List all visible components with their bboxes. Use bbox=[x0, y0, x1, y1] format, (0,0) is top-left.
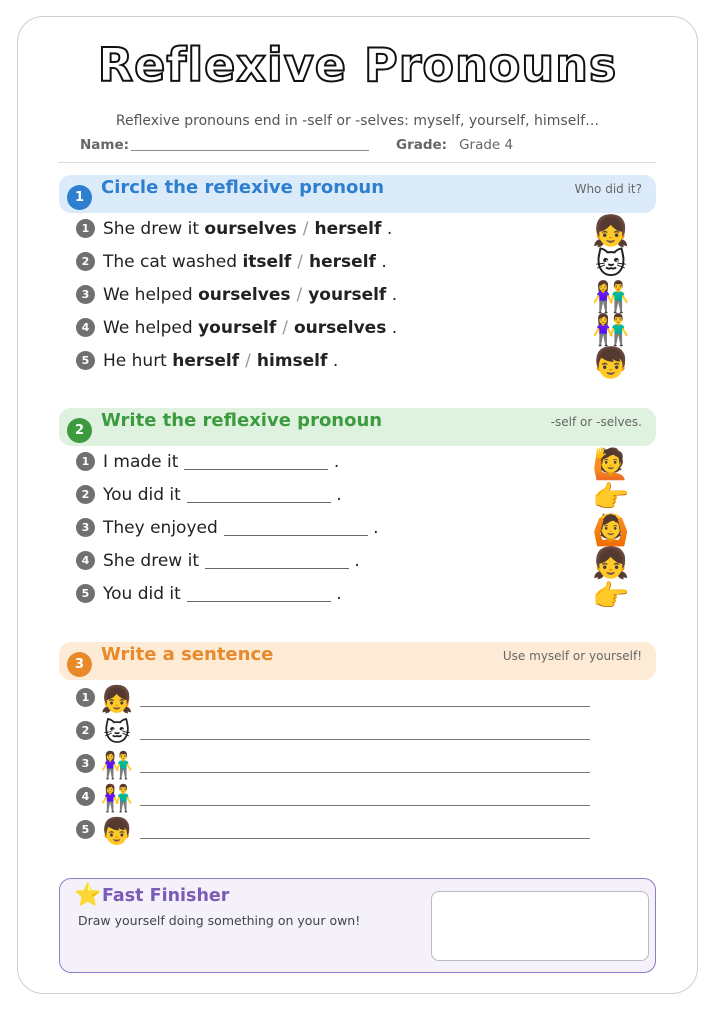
item-end: . bbox=[333, 452, 340, 472]
item-end: . bbox=[336, 584, 342, 604]
picture-icon: 🐱 bbox=[103, 718, 131, 748]
section-2-hint: -self or -selves. bbox=[550, 415, 642, 429]
picture-icon: 🙋 bbox=[592, 447, 630, 482]
fill-item bbox=[76, 518, 379, 546]
section-2-title: Write the reflexive pronoun bbox=[101, 410, 383, 431]
item-text: You did it bbox=[103, 485, 181, 505]
item-end: . bbox=[332, 351, 339, 371]
item-end: . bbox=[336, 485, 342, 505]
section-1-hint: Who did it? bbox=[574, 182, 642, 196]
answer-blank[interactable] bbox=[205, 553, 349, 569]
item-end: . bbox=[354, 551, 360, 571]
item-text: We helped bbox=[103, 318, 193, 338]
item-number: 3 bbox=[76, 518, 95, 537]
fast-finisher-box bbox=[59, 878, 656, 973]
section-1-header bbox=[59, 175, 656, 213]
circle-item bbox=[76, 351, 338, 379]
slash-divider: / bbox=[282, 318, 288, 338]
sentence-line[interactable] bbox=[140, 706, 590, 707]
item-text: I made it bbox=[103, 452, 179, 472]
slash-divider: / bbox=[245, 351, 251, 371]
item-number: 5 bbox=[76, 351, 95, 370]
item-number: 1 bbox=[76, 452, 95, 471]
item-text: They enjoyed bbox=[103, 518, 218, 538]
circle-item bbox=[76, 318, 397, 346]
header-divider bbox=[58, 162, 656, 163]
picture-icon: 👧 bbox=[100, 685, 134, 715]
option-b[interactable]: himself bbox=[256, 351, 328, 371]
picture-icon: 👧 bbox=[592, 546, 630, 581]
item-number: 3 bbox=[76, 754, 95, 773]
star-icon: ⭐ bbox=[74, 883, 102, 908]
item-end: . bbox=[391, 285, 398, 305]
item-text: She drew it bbox=[103, 219, 199, 239]
item-text: We helped bbox=[103, 285, 193, 305]
section-3-number: 3 bbox=[67, 652, 92, 677]
answer-blank[interactable] bbox=[187, 586, 331, 602]
item-number: 2 bbox=[76, 721, 95, 740]
item-number: 5 bbox=[76, 584, 95, 603]
option-a[interactable]: yourself bbox=[198, 318, 277, 338]
sentence-line[interactable] bbox=[140, 739, 590, 740]
answer-blank[interactable] bbox=[184, 454, 328, 470]
name-field[interactable] bbox=[131, 137, 369, 151]
item-text: The cat washed bbox=[103, 252, 238, 272]
item-number: 3 bbox=[76, 285, 95, 304]
section-1-title: Circle the reflexive pronoun bbox=[101, 177, 385, 198]
option-b[interactable]: herself bbox=[309, 252, 376, 272]
grade-label: Grade: bbox=[396, 137, 448, 153]
section-1-number: 1 bbox=[67, 185, 92, 210]
item-number: 2 bbox=[76, 485, 95, 504]
item-text: He hurt bbox=[103, 351, 167, 371]
option-a[interactable]: itself bbox=[242, 252, 292, 272]
picture-icon: 👫 bbox=[100, 784, 134, 814]
sentence-line[interactable] bbox=[140, 772, 590, 773]
item-number: 4 bbox=[76, 318, 95, 337]
item-end: . bbox=[386, 219, 393, 239]
section-3-hint: Use myself or yourself! bbox=[502, 649, 642, 663]
sentence-line[interactable] bbox=[140, 838, 590, 839]
sentence-line[interactable] bbox=[140, 805, 590, 806]
page-title: Reflexive Pronouns bbox=[97, 38, 618, 92]
item-number: 5 bbox=[76, 820, 95, 839]
item-text: You did it bbox=[103, 584, 181, 604]
fast-finisher-title: Fast Finisher bbox=[102, 886, 230, 906]
section-2-header bbox=[59, 408, 656, 446]
picture-icon: 👉 bbox=[592, 480, 630, 515]
item-end: . bbox=[391, 318, 398, 338]
option-a[interactable]: herself bbox=[172, 351, 240, 371]
answer-blank[interactable] bbox=[224, 520, 368, 536]
grade-value: Grade 4 bbox=[459, 137, 514, 153]
item-number: 2 bbox=[76, 252, 95, 271]
option-b[interactable]: ourselves bbox=[293, 318, 387, 338]
page-subtitle: Reflexive pronouns end in -self or -selves: myself, yourself, himself… bbox=[115, 113, 600, 129]
picture-icon: 👧 bbox=[592, 214, 630, 249]
picture-icon: 👦 bbox=[592, 346, 630, 381]
section-2-number: 2 bbox=[67, 418, 92, 443]
grade-row bbox=[396, 137, 513, 153]
option-a[interactable]: ourselves bbox=[198, 285, 291, 305]
section-3-header bbox=[59, 642, 656, 680]
item-text: She drew it bbox=[103, 551, 199, 571]
drawing-area[interactable] bbox=[431, 891, 649, 961]
item-number: 4 bbox=[76, 551, 95, 570]
picture-icon: 👫 bbox=[100, 751, 134, 781]
picture-icon: 🙆 bbox=[592, 513, 630, 548]
picture-icon: 👫 bbox=[592, 313, 630, 348]
circle-item bbox=[76, 285, 397, 313]
slash-divider: / bbox=[296, 285, 303, 305]
section-3-title: Write a sentence bbox=[101, 644, 274, 665]
item-number: 1 bbox=[76, 219, 95, 238]
item-end: . bbox=[381, 252, 387, 272]
fill-item bbox=[76, 551, 360, 579]
fill-item bbox=[76, 584, 342, 612]
answer-blank[interactable] bbox=[187, 487, 331, 503]
picture-icon: 👦 bbox=[100, 817, 134, 847]
picture-icon: 🐱 bbox=[595, 247, 627, 282]
picture-icon: 👉 bbox=[592, 579, 630, 614]
item-number: 1 bbox=[76, 688, 95, 707]
fast-finisher-text: Draw yourself doing something on your own! bbox=[78, 913, 361, 928]
fill-item bbox=[76, 452, 339, 480]
item-end: . bbox=[373, 518, 379, 538]
picture-icon: 👫 bbox=[592, 280, 630, 315]
fill-item bbox=[76, 485, 342, 513]
item-number: 4 bbox=[76, 787, 95, 806]
option-b[interactable]: yourself bbox=[308, 285, 387, 305]
slash-divider: / bbox=[302, 219, 309, 239]
option-a[interactable]: ourselves bbox=[204, 219, 297, 239]
circle-item bbox=[76, 219, 392, 247]
slash-divider: / bbox=[297, 252, 304, 272]
name-label: Name: bbox=[80, 137, 130, 153]
name-row bbox=[80, 137, 369, 153]
circle-item bbox=[76, 252, 387, 280]
option-b[interactable]: herself bbox=[314, 219, 382, 239]
